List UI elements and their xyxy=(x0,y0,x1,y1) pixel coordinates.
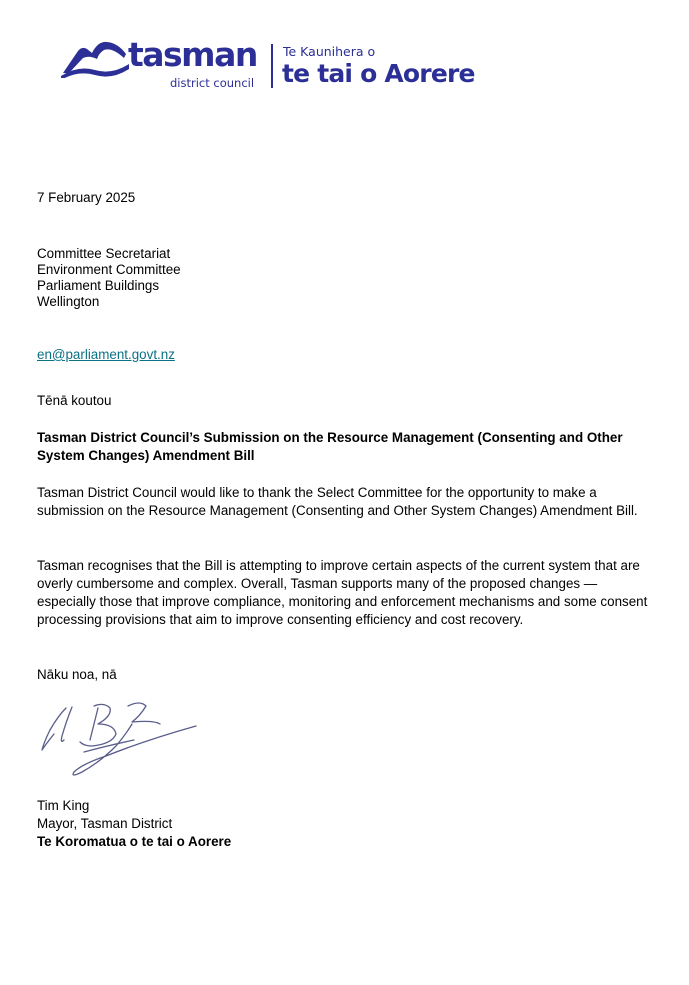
letter-subject: Tasman District Council’s Submission on the Resource Management (Consenting and Other System Changes) Amendment Bill xyxy=(37,430,623,463)
recipient-address xyxy=(37,246,657,310)
letterhead xyxy=(60,34,490,96)
body-paragraph-1: Tasman District Council would like to thank the Select Committee for the opportunity to make a submission on the Resource Management (Consenting and Other System Changes) Amendment Bill. xyxy=(37,485,638,518)
mountain-wave-logo-icon xyxy=(60,36,130,78)
recipient-line: Wellington xyxy=(37,294,100,309)
greeting: Tēnā koutou xyxy=(37,393,112,408)
closing: Nāku noa, nā xyxy=(37,667,117,682)
signer-name: Tim King xyxy=(37,798,90,813)
handwritten-signature xyxy=(36,700,201,782)
email-link[interactable]: en@parliament.govt.nz xyxy=(37,347,175,362)
maori-name-line-2: te tai o Aorere xyxy=(282,59,475,88)
brand-name: tasman xyxy=(128,35,257,74)
signer-title: Mayor, Tasman District xyxy=(37,816,173,831)
recipient-line: Environment Committee xyxy=(37,262,181,277)
brand-divider xyxy=(271,44,273,88)
signer-title-maori: Te Koromatua o te tai o Aorere xyxy=(37,834,232,849)
body-paragraph-2: Tasman recognises that the Bill is attempting to improve certain aspects of the current system that are overly cumbersome and complex. Overall, Tasman supports many of the proposed changes — especially those that improve compliance, monitoring and enforcement mechanisms and some consent processing provisions that aim to improve consenting efficiency and cost recovery. xyxy=(37,558,648,627)
recipient-line: Parliament Buildings xyxy=(37,278,160,293)
letter-date: 7 February 2025 xyxy=(37,190,136,205)
email-link-row xyxy=(37,347,657,363)
maori-name-line-1: Te Kaunihera o xyxy=(283,44,376,59)
brand-subtitle: district council xyxy=(170,76,255,90)
recipient-line: Committee Secretariat xyxy=(37,246,171,261)
